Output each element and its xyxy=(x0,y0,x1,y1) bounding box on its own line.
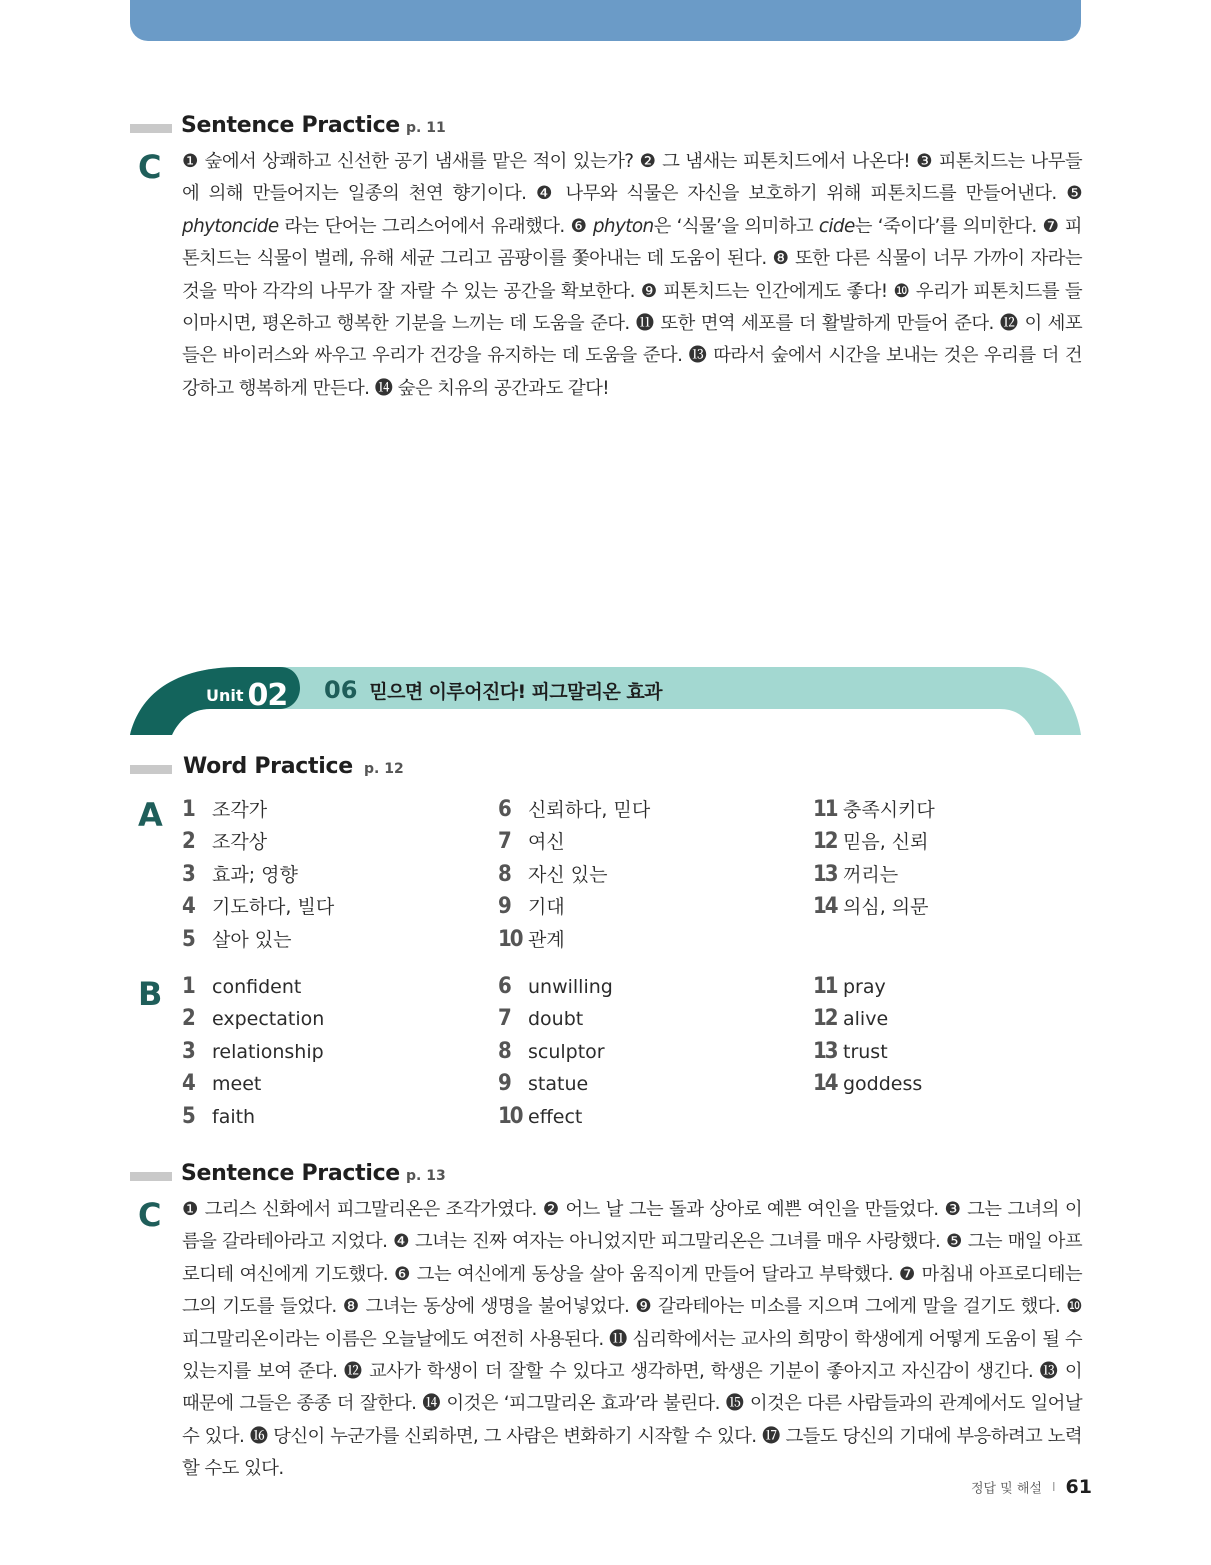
word-text: alive xyxy=(843,1008,889,1031)
word-number: 2 xyxy=(182,829,196,855)
word-text: 여신 xyxy=(528,831,565,854)
word-text: 관계 xyxy=(528,928,565,951)
sentence-text: 피톤치드는 나무들에 의해 만들어지는 일종의 천연 향기이다. xyxy=(182,151,1083,205)
word-number: 10 xyxy=(498,1103,522,1129)
word-text: expectation xyxy=(212,1008,325,1031)
exercise-letter-c2: C xyxy=(138,1196,162,1234)
word-text: statue xyxy=(528,1073,589,1096)
word-item xyxy=(498,1071,588,1101)
unit-word: Unit xyxy=(206,686,244,705)
word-item xyxy=(813,892,929,922)
sentence-text: 그리스 신화에서 피그말리온은 조각가였다. xyxy=(198,1199,543,1220)
word-number: 10 xyxy=(498,926,522,952)
sentence-number: ❿ xyxy=(893,280,910,302)
lesson-title xyxy=(324,676,662,704)
sentence-text: 마침내 아프로디테는 그의 기도를 들었다. xyxy=(182,1263,1083,1318)
sentence-number: ❻ xyxy=(394,1263,411,1285)
word-item xyxy=(498,860,607,890)
unit-band xyxy=(130,667,1081,735)
sentence-number: ⓭ xyxy=(688,345,708,367)
sentence-number: ⓮ xyxy=(374,377,393,399)
sentence-number: ⓱ xyxy=(762,1425,781,1447)
sentence xyxy=(536,183,1066,204)
word-number: 7 xyxy=(498,1006,512,1032)
sentence-text: 그 냄새는 피톤치드에서 나온다! xyxy=(656,151,917,172)
top-banner xyxy=(130,0,1081,41)
sentence-number: ❿ xyxy=(1066,1296,1083,1318)
word-practice-header xyxy=(130,754,630,784)
word-text: trust xyxy=(843,1040,888,1063)
word-item xyxy=(182,1006,324,1036)
sentence-number: ❹ xyxy=(535,183,556,205)
sentence-number: ❶ xyxy=(182,151,199,172)
sentence-text: 갈라테아는 미소를 지으며 그에게 말을 걸기도 했다. xyxy=(651,1296,1067,1318)
word-number: 3 xyxy=(182,861,196,887)
sentence-italic-word: cide xyxy=(818,215,855,237)
sentence-number: ❽ xyxy=(342,1296,360,1318)
sentence-text: 심리학에서는 교사의 희망이 학생에게 어떻게 도움이 될 수 있는지를 보여 준다. xyxy=(182,1328,1083,1383)
sentence-number: ❻ xyxy=(570,215,587,237)
section-title: Word Practice xyxy=(183,754,353,779)
word-number: 13 xyxy=(813,1038,837,1064)
word-text: 조각가 xyxy=(212,799,268,821)
sentence-italic-word: phytoncide xyxy=(182,215,279,237)
word-item xyxy=(498,1104,582,1134)
word-item xyxy=(498,1006,583,1036)
footer-separator: I xyxy=(1052,1480,1056,1494)
word-item xyxy=(498,925,565,955)
word-number: 5 xyxy=(182,1103,196,1129)
word-item xyxy=(813,1039,888,1069)
word-item xyxy=(498,1039,605,1069)
sentence-number: ⓫ xyxy=(609,1328,627,1350)
sentence-text: 그들도 당신의 기대에 부응하려고 노력할 수도 있다. xyxy=(182,1425,1082,1480)
sentence-text: 피그말리온이라는 이름은 오늘날에도 여전히 사용된다. xyxy=(182,1328,609,1350)
sentence-text: 또한 다른 식물이 너무 가까이 자라는 것을 막아 각각의 나무가 잘 자랄 수 있는 공간을 확보한다. xyxy=(182,248,1082,302)
sentence-text: 나무와 식물은 자신을 보호하기 위해 피톤치드를 만들어낸다. xyxy=(555,183,1067,205)
sentence-text: 피톤치드는 식물이 벌레, 유해 세균 그리고 곰팡이를 쫓아내는 데 도움이 된다. xyxy=(182,215,1082,270)
unit-label xyxy=(206,678,287,713)
word-item xyxy=(182,860,298,890)
word-number: 6 xyxy=(498,797,512,822)
sentence-number: ❷ xyxy=(639,151,657,172)
sentence-italic-word: phyton xyxy=(592,215,654,237)
sentence-text: 그는 매일 아프로디테 여신에게 기도했다. xyxy=(182,1231,1083,1285)
word-item xyxy=(813,1071,922,1101)
section-bar xyxy=(130,765,172,774)
sentence xyxy=(635,1296,1066,1317)
sentence-number: ❺ xyxy=(1066,183,1082,205)
word-text: 조각상 xyxy=(212,831,268,854)
sentence-text: 이 때문에 그들은 종종 더 잘한다. xyxy=(182,1361,1083,1415)
word-item xyxy=(498,892,565,922)
word-item xyxy=(182,1039,324,1069)
sentence-text: 숲에서 상쾌하고 신선한 공기 냄새를 맡은 적이 있는가? xyxy=(198,151,640,172)
sentence-number: ❽ xyxy=(772,248,790,270)
sentence-number: ❹ xyxy=(392,1231,410,1253)
word-item xyxy=(813,1006,888,1036)
word-number: 9 xyxy=(498,1071,512,1097)
sentence xyxy=(543,1199,945,1220)
sentence-text: 피톤치드는 인간에게도 좋다! xyxy=(657,280,894,302)
section-page-ref: p. 12 xyxy=(364,761,404,777)
sentence-number: ⓮ xyxy=(422,1393,441,1415)
word-item xyxy=(498,795,650,825)
word-number: 5 xyxy=(182,926,196,952)
section-page-ref: p. 13 xyxy=(406,1168,446,1184)
word-text: pray xyxy=(843,976,886,998)
sentence-text: 어느 날 그는 돌과 상아로 예쁜 여인을 만들었다. xyxy=(559,1199,945,1220)
word-number: 3 xyxy=(182,1038,196,1064)
word-text: goddess xyxy=(843,1073,923,1096)
sentence xyxy=(343,1296,636,1317)
unit-number: 02 xyxy=(247,678,288,713)
sentence xyxy=(394,1264,899,1285)
word-text: unwilling xyxy=(528,976,613,998)
word-item xyxy=(182,1071,261,1101)
word-text: 자신 있는 xyxy=(528,863,608,886)
word-item xyxy=(182,827,267,857)
word-number: 14 xyxy=(813,1071,837,1097)
sentence-number: ❼ xyxy=(1042,215,1059,237)
sentence-number: ❼ xyxy=(898,1263,916,1285)
sentence-number: ⓰ xyxy=(249,1425,268,1447)
exercise-letter-a: A xyxy=(138,796,163,834)
sentence-text: 따라서 숲에서 시간을 보내는 것은 우리를 더 건강하고 행복하게 만든다. xyxy=(182,345,1083,399)
sentence-number: ⓬ xyxy=(343,1361,363,1383)
lesson-number: 06 xyxy=(324,676,358,704)
sentence-number: ❷ xyxy=(542,1199,560,1220)
footer-label: 정답 및 해설 xyxy=(970,1481,1042,1497)
sentence-number: ❺ xyxy=(945,1231,963,1253)
section-bar xyxy=(130,1172,172,1181)
sentence xyxy=(393,1231,946,1252)
word-number: 1 xyxy=(182,797,196,822)
sentence-number: ❾ xyxy=(640,280,658,302)
word-item xyxy=(813,974,886,1004)
word-item xyxy=(182,892,334,922)
sentence-practice-header-1 xyxy=(130,113,630,143)
sentence-text: 이것은 다른 사람들과의 관계에서도 일어날 수 있다. xyxy=(182,1393,1082,1447)
section-title: Sentence Practice xyxy=(181,1161,400,1186)
word-number: 12 xyxy=(813,1006,837,1032)
page-number: 61 xyxy=(1065,1476,1092,1498)
sentence xyxy=(344,1361,1040,1382)
sentence-number: ⓬ xyxy=(999,313,1019,335)
word-number: 8 xyxy=(498,861,512,887)
word-item xyxy=(182,974,301,1004)
exercise-letter-c1: C xyxy=(138,148,162,186)
word-number: 14 xyxy=(813,894,837,920)
exercise-letter-b: B xyxy=(138,975,163,1013)
word-text: 신뢰하다, 믿다 xyxy=(528,799,651,821)
sentence-text: 그녀는 동상에 생명을 불어넣었다. xyxy=(359,1296,636,1318)
word-text: 꺼리는 xyxy=(843,863,899,886)
word-text: 기대 xyxy=(528,896,565,919)
word-number: 9 xyxy=(498,894,512,920)
sentence-text: 은 ‘식물’을 의미하고 xyxy=(653,215,819,237)
sentence-practice-header-2 xyxy=(130,1161,630,1191)
word-text: confident xyxy=(212,976,302,998)
word-text: meet xyxy=(212,1073,262,1096)
word-text: relationship xyxy=(212,1040,324,1063)
sentence-practice-paragraph-2 xyxy=(182,1194,1082,1486)
sentence-text: 그녀는 진짜 여자는 아니었지만 피그말리온은 그녀를 매우 사랑했다. xyxy=(409,1231,946,1253)
sentence-text: 숲은 치유의 공간과도 같다! xyxy=(392,377,610,399)
word-number: 8 xyxy=(498,1038,512,1064)
sentence-text: 이 세포들은 바이러스와 싸우고 우리가 건강을 유지하는 데 도움을 준다. xyxy=(182,313,1083,367)
section-title: Sentence Practice xyxy=(181,113,400,138)
sentence-number: ⓫ xyxy=(635,313,655,335)
sentence-text: 우리가 피톤치드를 들이마시면, 평온하고 행복한 기분을 느끼는 데 도움을 준다. xyxy=(182,280,1083,335)
word-text: doubt xyxy=(528,1008,584,1031)
sentence xyxy=(571,216,1043,237)
word-text: 충족시키다 xyxy=(843,799,935,821)
word-number: 12 xyxy=(813,829,837,855)
word-text: effect xyxy=(528,1105,583,1128)
page-footer xyxy=(971,1476,1092,1500)
sentence-practice-paragraph-1 xyxy=(182,146,1082,405)
sentence-number: ❶ xyxy=(182,1199,199,1220)
sentence-number: ❾ xyxy=(635,1296,652,1318)
word-item xyxy=(813,827,929,857)
word-text: 기도하다, 빌다 xyxy=(212,896,335,919)
sentence xyxy=(182,1199,543,1220)
sentence-text: 그는 여신에게 동상을 살아 움직이게 만들어 달라고 부탁했다. xyxy=(410,1263,899,1285)
word-item xyxy=(498,827,565,857)
sentence-number: ⓭ xyxy=(1039,1361,1059,1383)
word-text: 살아 있는 xyxy=(212,928,292,951)
word-number: 4 xyxy=(182,1071,196,1097)
word-text: faith xyxy=(212,1105,256,1128)
word-item xyxy=(813,795,935,825)
sentence xyxy=(636,313,1000,334)
word-number: 6 xyxy=(498,974,512,999)
sentence-text: 라는 단어는 그리스어에서 유래했다. xyxy=(278,215,571,237)
word-number: 11 xyxy=(813,797,837,822)
word-number: 7 xyxy=(498,829,512,855)
word-item xyxy=(498,974,613,1004)
word-item xyxy=(813,860,898,890)
sentence-text: 이것은 ‘피그말리온 효과’라 불린다. xyxy=(440,1393,726,1415)
word-text: sculptor xyxy=(528,1040,605,1063)
sentence-text: 는 ‘죽이다’를 의미한다. xyxy=(854,215,1043,237)
sentence-text: 교사가 학생이 더 잘할 수 있다고 생각하면, 학생은 기분이 좋아지고 자신감이 생긴다. xyxy=(362,1361,1040,1383)
word-item xyxy=(182,925,291,955)
word-item xyxy=(182,795,267,825)
word-text: 믿음, 신뢰 xyxy=(843,831,929,854)
sentence xyxy=(182,151,639,172)
word-text: 의심, 의문 xyxy=(843,896,929,919)
sentence-text: 당신이 누군가를 신뢰하면, 그 사람은 변화하기 시작할 수 있다. xyxy=(267,1425,762,1447)
sentence xyxy=(422,1393,725,1414)
word-item xyxy=(182,1104,255,1134)
sentence xyxy=(375,378,609,399)
word-number: 11 xyxy=(813,974,837,999)
section-page-ref: p. 11 xyxy=(406,120,446,136)
word-number: 2 xyxy=(182,1006,196,1032)
sentence xyxy=(250,1426,762,1447)
sentence xyxy=(641,281,894,302)
word-number: 13 xyxy=(813,861,837,887)
sentence-number: ❸ xyxy=(916,151,933,172)
sentence xyxy=(639,151,916,172)
word-number: 1 xyxy=(182,974,196,999)
section-bar xyxy=(130,124,172,133)
word-text: 효과; 영향 xyxy=(212,863,298,886)
sentence-number: ⓯ xyxy=(725,1393,745,1415)
sentence-text: 그는 그녀의 이름을 갈라테아라고 지었다. xyxy=(182,1199,1083,1253)
word-number: 4 xyxy=(182,894,196,920)
sentence-text: 또한 면역 세포를 더 활발하게 만들어 준다. xyxy=(654,313,1000,335)
sentence-number: ❸ xyxy=(944,1199,962,1220)
lesson-title-text: 믿으면 이루어진다! 피그말리온 효과 xyxy=(369,681,662,703)
